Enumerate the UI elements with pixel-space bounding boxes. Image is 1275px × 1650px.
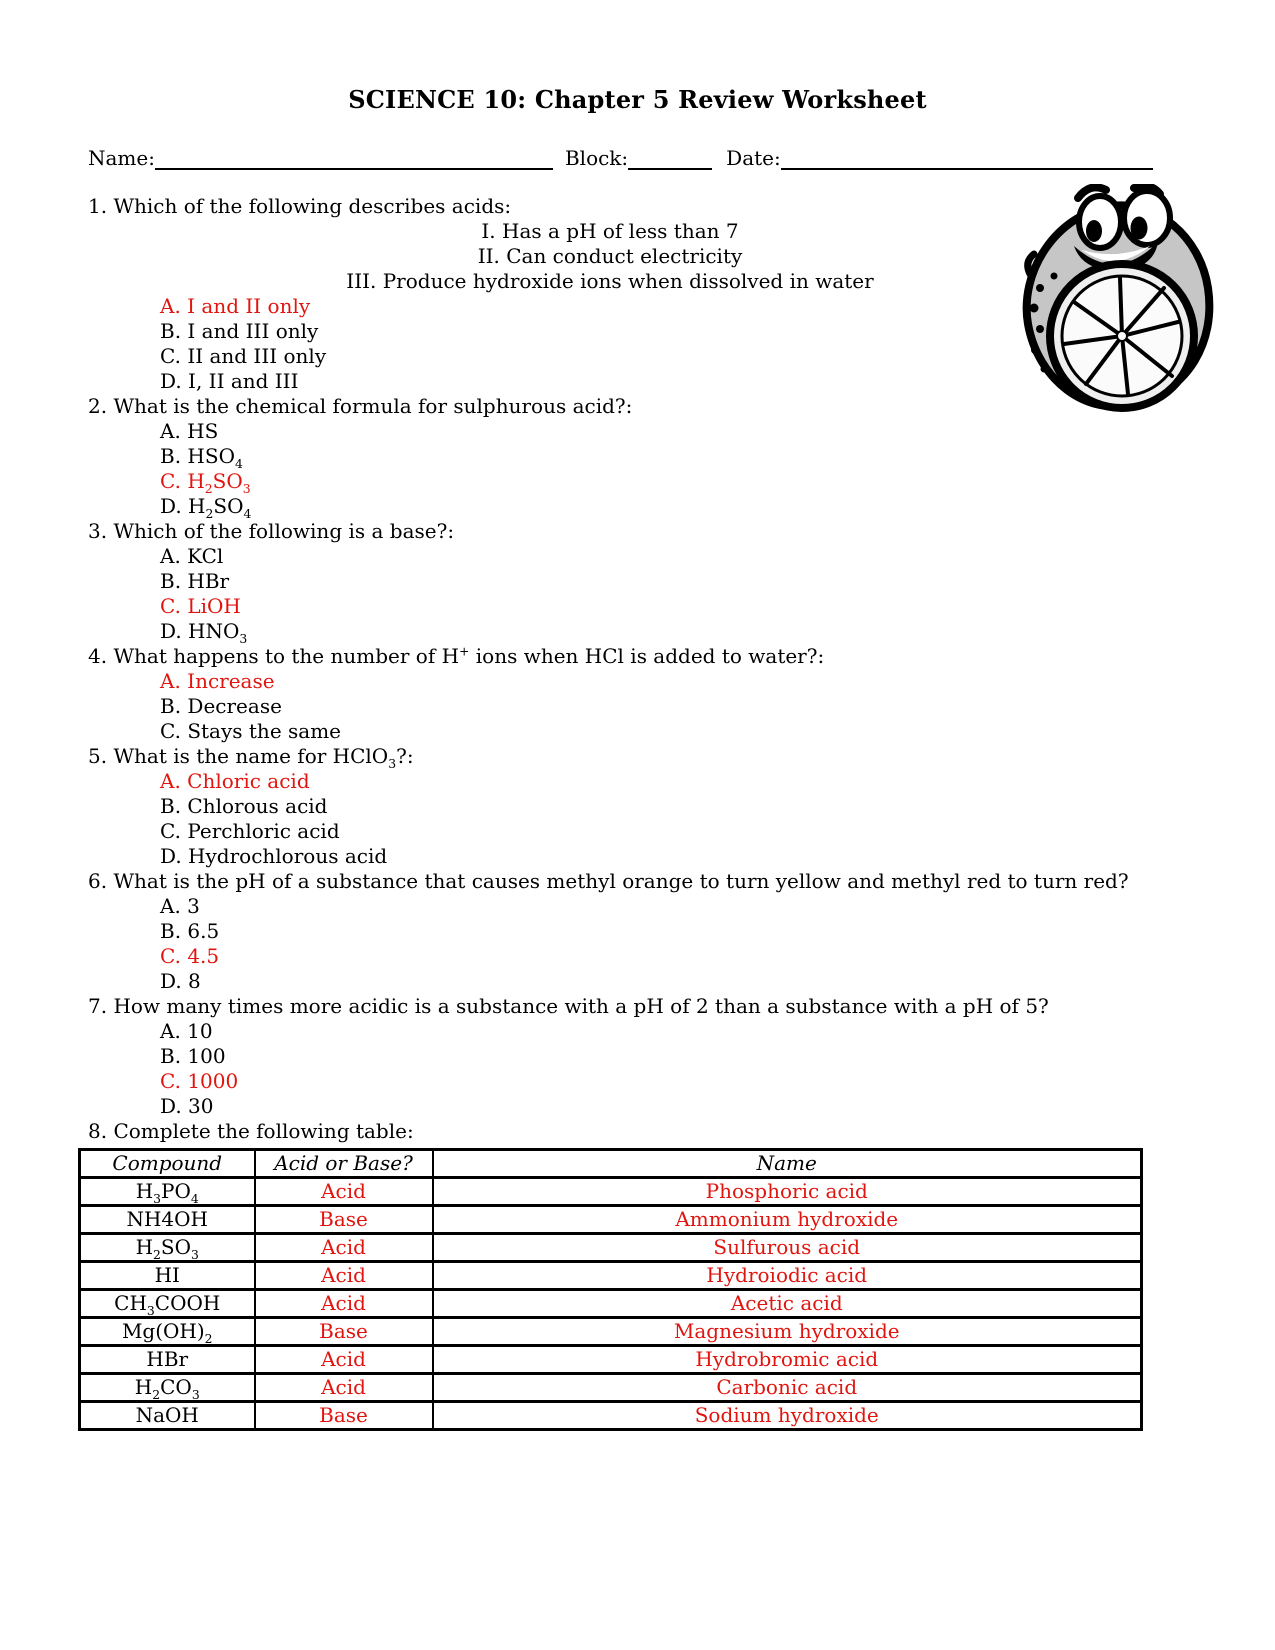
- question-7-option-c: C. 1000: [160, 1069, 239, 1093]
- compound-table: [78, 1148, 1143, 1431]
- question-1-statement-3: III. Produce hydroxide ions when dissolved in water: [346, 269, 874, 293]
- table-row-1: [80, 1178, 1142, 1206]
- question-6-option-b: B. 6.5: [160, 919, 220, 943]
- cell-acid-or-base-5: Acid: [255, 1290, 433, 1318]
- table-header-row: [80, 1150, 1142, 1178]
- question-5-option-b: B. Chlorous acid: [160, 794, 328, 818]
- question-5-option-a: A. Chloric acid: [160, 769, 310, 793]
- table-intro: [88, 1119, 1187, 1144]
- question-1-statement-2: II. Can conduct electricity: [477, 244, 743, 268]
- question-2-option-b: B. $HSO_4$: [160, 444, 243, 471]
- question-6-option-a: A. 3: [160, 894, 200, 918]
- block-blank-line: [628, 148, 712, 170]
- question-6-option-c: C. 4.5: [160, 944, 220, 968]
- lemon-icon: [1016, 184, 1216, 414]
- cell-acid-or-base-4: Acid: [255, 1262, 433, 1290]
- cell-name-7: Hydrobromic acid: [433, 1346, 1142, 1374]
- question-6-text: 6. What is the pH of a substance that causes methyl orange to turn yellow and methyl red to turn red?: [88, 869, 1129, 893]
- question-7: [88, 994, 1187, 1119]
- cell-compound-6: $Mg(OH)_2$: [80, 1318, 255, 1346]
- question-1-option-d: D. I, II and III: [160, 369, 299, 393]
- question-7-text: 7. How many times more acidic is a substance with a pH of 2 than a substance with a pH of 5?: [88, 994, 1049, 1018]
- cell-acid-or-base-2: Base: [255, 1206, 433, 1234]
- question-3-option-a: A. KCl: [160, 544, 224, 568]
- table-row-8: [80, 1374, 1142, 1402]
- block-label: Block:: [564, 146, 629, 170]
- question-7-option-d: D. 30: [160, 1094, 214, 1118]
- name-blank-line: [155, 148, 553, 170]
- cell-acid-or-base-6: Base: [255, 1318, 433, 1346]
- question-2-option-d: D. $H_2SO_4$: [160, 494, 252, 521]
- question-7-option-a: A. 10: [160, 1019, 213, 1043]
- question-2-text: 2. What is the chemical formula for sulphurous acid?:: [88, 394, 633, 418]
- cell-compound-2: NH4OH: [80, 1206, 255, 1234]
- cell-name-5: Acetic acid: [433, 1290, 1142, 1318]
- question-3-option-d: D. $HNO_3$: [160, 619, 248, 646]
- question-4-option-a: A. Increase: [160, 669, 275, 693]
- question-1-option-b: B. I and III only: [160, 319, 319, 343]
- cell-acid-or-base-1: Acid: [255, 1178, 433, 1206]
- table-intro-text: Complete the following table:: [113, 1119, 414, 1143]
- cell-name-6: Magnesium hydroxide: [433, 1318, 1142, 1346]
- cell-acid-or-base-8: Acid: [255, 1374, 433, 1402]
- cell-name-1: Phosphoric acid: [433, 1178, 1142, 1206]
- question-6-option-d: D. 8: [160, 969, 201, 993]
- question-2-option-a: A. HS: [160, 419, 219, 443]
- question-4-option-c: C. Stays the same: [160, 719, 341, 743]
- table-row-6: [80, 1318, 1142, 1346]
- cell-compound-1: $H_3PO_4$: [80, 1178, 255, 1206]
- name-label: Name:: [88, 146, 155, 170]
- cell-name-4: Hydroiodic acid: [433, 1262, 1142, 1290]
- question-4-option-b: B. Decrease: [160, 694, 282, 718]
- question-1-text: 1. Which of the following describes acids:: [88, 194, 512, 218]
- lemon-clipart: [1016, 184, 1216, 414]
- table-header-0: Compound: [80, 1150, 255, 1178]
- cell-acid-or-base-9: Base: [255, 1402, 433, 1430]
- question-2-option-c: C. $H_2SO_3$: [160, 469, 251, 496]
- cell-acid-or-base-3: Acid: [255, 1234, 433, 1262]
- question-1-statement-1: I. Has a pH of less than 7: [481, 219, 739, 243]
- question-5-text: 5. What is the name for HClO$_3$?:: [88, 744, 414, 771]
- question-3-option-b: B. HBr: [160, 569, 230, 593]
- cell-compound-9: NaOH: [80, 1402, 255, 1430]
- table-header-2: Name: [433, 1150, 1142, 1178]
- cell-compound-4: HI: [80, 1262, 255, 1290]
- question-4: [88, 644, 1187, 744]
- table-body: [80, 1178, 1142, 1430]
- cell-compound-3: $H_2SO_3$: [80, 1234, 255, 1262]
- cell-name-3: Sulfurous acid: [433, 1234, 1142, 1262]
- question-1-option-c: C. II and III only: [160, 344, 327, 368]
- question-6: [88, 869, 1187, 994]
- table-row-7: [80, 1346, 1142, 1374]
- question-5-option-d: D. Hydrochlorous acid: [160, 844, 388, 868]
- cell-acid-or-base-7: Acid: [255, 1346, 433, 1374]
- table-row-9: [80, 1402, 1142, 1430]
- table-header-1: Acid or Base?: [255, 1150, 433, 1178]
- question-3-text: 3. Which of the following is a base?:: [88, 519, 455, 543]
- question-4-text: 4. What happens to the number of H+ ions when HCl is added to water?:: [88, 643, 825, 668]
- table-row-4: [80, 1262, 1142, 1290]
- date-label: Date:: [726, 146, 781, 170]
- cell-name-9: Sodium hydroxide: [433, 1402, 1142, 1430]
- question-3: [88, 519, 1187, 644]
- question-5: [88, 744, 1187, 869]
- cell-compound-5: $CH_3COOH$: [80, 1290, 255, 1318]
- table-row-5: [80, 1290, 1142, 1318]
- question-5-option-c: C. Perchloric acid: [160, 819, 340, 843]
- cell-name-8: Carbonic acid: [433, 1374, 1142, 1402]
- question-1-option-a: A. I and II only: [160, 294, 311, 318]
- cell-compound-8: $H_2CO_3$: [80, 1374, 255, 1402]
- table-intro-number: 8.: [88, 1119, 108, 1143]
- table-row-2: [80, 1206, 1142, 1234]
- cell-compound-7: HBr: [80, 1346, 255, 1374]
- name-block-date-row: [88, 144, 1187, 170]
- question-7-option-b: B. 100: [160, 1044, 226, 1068]
- question-3-option-c: C. LiOH: [160, 594, 241, 618]
- page-title: SCIENCE 10: Chapter 5 Review Worksheet: [348, 85, 927, 114]
- table-row-3: [80, 1234, 1142, 1262]
- cell-name-2: Ammonium hydroxide: [433, 1206, 1142, 1234]
- date-blank-line: [781, 148, 1153, 170]
